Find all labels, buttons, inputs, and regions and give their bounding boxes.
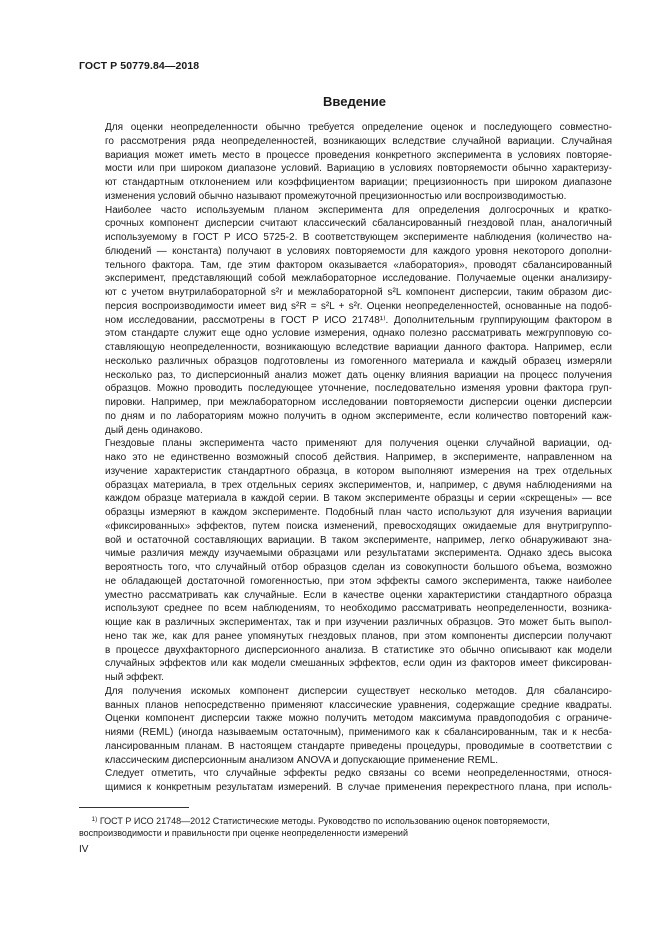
text-line: Гнездовые планы эксперимента часто применяют для получения оценки случайной вариации, од- [105, 438, 612, 450]
text-line: ставляющую неопределенности, возникающую вследствие вариации данного фактора. Например, если [105, 342, 612, 353]
text-line: изменения условий обычно называют промежуточной прецизионностью или воспроизводимостью. [105, 190, 567, 202]
text-line: этом стандарте служит еще одно условие измерения, однако полезно рассматривать межгрупповую со- [105, 328, 612, 340]
standard-code: ГОСТ Р 50779.84—2018 [79, 60, 200, 72]
text-line: в процессе двухфакторного дисперсионного анализа. В статистике это обычно описывают как модели [105, 644, 612, 656]
text-line: щимися к конкретным результатам измерений. В случае применения перекрестного плана, при исполь- [105, 782, 612, 793]
text-line: каждом образце материала в каждой серии. В таком эксперименте образцы и серии «скрещены» — все [105, 493, 612, 505]
text-line: несколько различных образцов подготовлены из гомогенного материала и каждый образец измеряли [105, 355, 612, 367]
text-line: Оценки компонент дисперсии также можно получить методом максимума правдоподобия с ограниче- [105, 713, 612, 725]
paragraph [79, 204, 612, 438]
paragraph [79, 121, 612, 204]
footnote-divider [79, 807, 189, 808]
text-line: лансированным планам. В настоящем стандарте приведены процедуры, проводимые в соответствии с [105, 740, 612, 752]
text-line: классическим дисперсионным анализом ANOVA и допускающие применение REML. [105, 754, 499, 766]
text-line: Для получения искомых компонент дисперсии существует несколько методов. Для сбалансиро- [105, 685, 612, 697]
text-line: «фиксированных» эффектов, путем поиска изменений, превосходящих ожидаемые для внутригруппо- [105, 520, 612, 532]
footnote-marker: 1) [91, 816, 98, 823]
text-line: не обладающей достаточной гомогенностью, при этом эффекты самого эксперимента, также наиболее [105, 575, 612, 587]
text-line: мости или при широком диапазоне условий. Вариацию в условиях повторяемости обычно характеризу- [105, 163, 612, 175]
footnote-line [79, 814, 619, 827]
footnote-line: воспроизводимости и правильности при оценке неопределенности измерений [79, 828, 408, 838]
page-number: IV [79, 844, 89, 855]
text-line: несколько раз, то дисперсионный анализ может дать оценку влияния вариации на процесс получения [105, 369, 612, 381]
text-line: блюдений — константа) получают в условиях повторяемости для каждого уровня некоторого дополни- [105, 245, 612, 257]
text-line: Наиболее часто используемым планом эксперимента для определения долгосрочных и кратко- [105, 204, 612, 216]
paragraph [79, 767, 612, 795]
text-line: вероятность того, что случайный отбор образцов сделан из совокупности большого объема, возможно [105, 562, 612, 573]
footnote-text: ГОСТ Р ИСО 21748—2012 Статистические методы. Руководство по использованию оценок повторяемости, [99, 816, 550, 826]
body-text [79, 121, 612, 795]
text-line: образцах материала, в трех отдельных сериях экспериментов, и, например, с двумя наблюдениями на [105, 479, 612, 491]
text-line: нако это не единственно возможный способ действия. Например, в эксперименте, направленном на [105, 452, 612, 463]
text-line: вой и остаточной составляющих вариации. В таком эксперименте, например, легко обнаруживают зна- [105, 534, 612, 546]
text-line: дый день одинаково. [105, 424, 203, 436]
text-line: случайных эффектов или как модели смешанных эффектов, если один из факторов имеет фиксирован- [105, 658, 612, 670]
text-line: нено так же, как для ранее упомянутых гнездовых планов, при этом компоненты дисперсии получают [105, 630, 612, 642]
text-line: вариация может иметь место в процессе проведения конкретного эксперимента в условиях повторяе- [105, 149, 612, 161]
paragraph [79, 437, 612, 685]
text-line: тельного фактора. Там, где этим фактором оказывается «лаборатория», проводят сбалансированный [105, 259, 612, 271]
text-line: Следует отметить, что случайные эффекты редко связаны со всеми неопределенностями, относя- [105, 768, 612, 780]
text-line: образцы измеряют в каждом эксперименте. Подобный план часто используют для изучения вариации [105, 507, 612, 518]
text-line: используемому в ГОСТ Р ИСО 5725-2. В соответствующем эксперименте наблюдения (количество на- [105, 232, 612, 243]
text-line: эксперимент, представляющий собой межлабораторное исследование. Получаемые оценки анализиру- [105, 273, 612, 285]
text-line: уместно рассматривать как случайные. Если в качестве оценки характеристики стандартного образца [105, 589, 612, 601]
text-line: ниями (REML) (иногда называемым остаточным), применимого как к сбалансированным, так и к несба- [105, 727, 612, 738]
section-title: Введение [323, 94, 386, 109]
text-line: изучение характеристик стандартного образца, в котором выполняют измерения на трех отдельных [105, 465, 612, 477]
footnote [79, 814, 619, 839]
text-line: образцов. Можно проводить последующее уточнение, последовательно изменяя уровни фактора груп- [105, 383, 612, 395]
text-line: ванных планов непосредственно применяют классические уравнения, содержащие средние квадраты. [105, 699, 612, 711]
text-line: Для оценки неопределенности обычно требуется определение оценок и последующего совместно- [105, 122, 612, 133]
text-line: ют стандартным отклонением или коэффициентом вариации; прецизионность при широком диапазоне [105, 177, 612, 188]
text-line: по дням и по лабораториям можно получить в одном эксперименте, если количество повторений каж- [105, 410, 612, 422]
text-line: персия воспроизводимости имеет вид s²R = s²L + s²r. Оценки неопределенностей, основанные на подоб- [105, 300, 612, 312]
text-line: пировки. Например, при межлабораторном исследовании повторяемости дисперсии оценки дисперсии [105, 397, 612, 408]
text-line: ющие как в различных экспериментах, так и при изучении различных образцов. Это может быть выпол- [105, 617, 612, 628]
text-line: ют с учетом внутрилабораторной s²r и межлабораторной s²L компонент дисперсии, таким образом дис- [105, 287, 612, 298]
text-line: ном исследовании, рассмотрены в ГОСТ Р ИСО 21748¹⁾. Дополнительным группирующим фактором в [105, 314, 612, 326]
text-line: ный эффект. [105, 672, 164, 683]
text-line: срочных компонент дисперсии считают классический сбалансированный гнездовой план, аналогичный [105, 218, 612, 230]
text-line: чимые различия между изучаемыми образцами или результатами эксперимента. Однако здесь высока [105, 548, 612, 560]
text-line: используют среднее по всем наблюдениям, то необходимо рассматривать неопределенности, возника- [105, 603, 612, 615]
text-line: го рассмотрения ряда неопределенностей, возникающих вследствие случайной вариации. Случайная [105, 135, 612, 147]
paragraph [79, 685, 612, 768]
